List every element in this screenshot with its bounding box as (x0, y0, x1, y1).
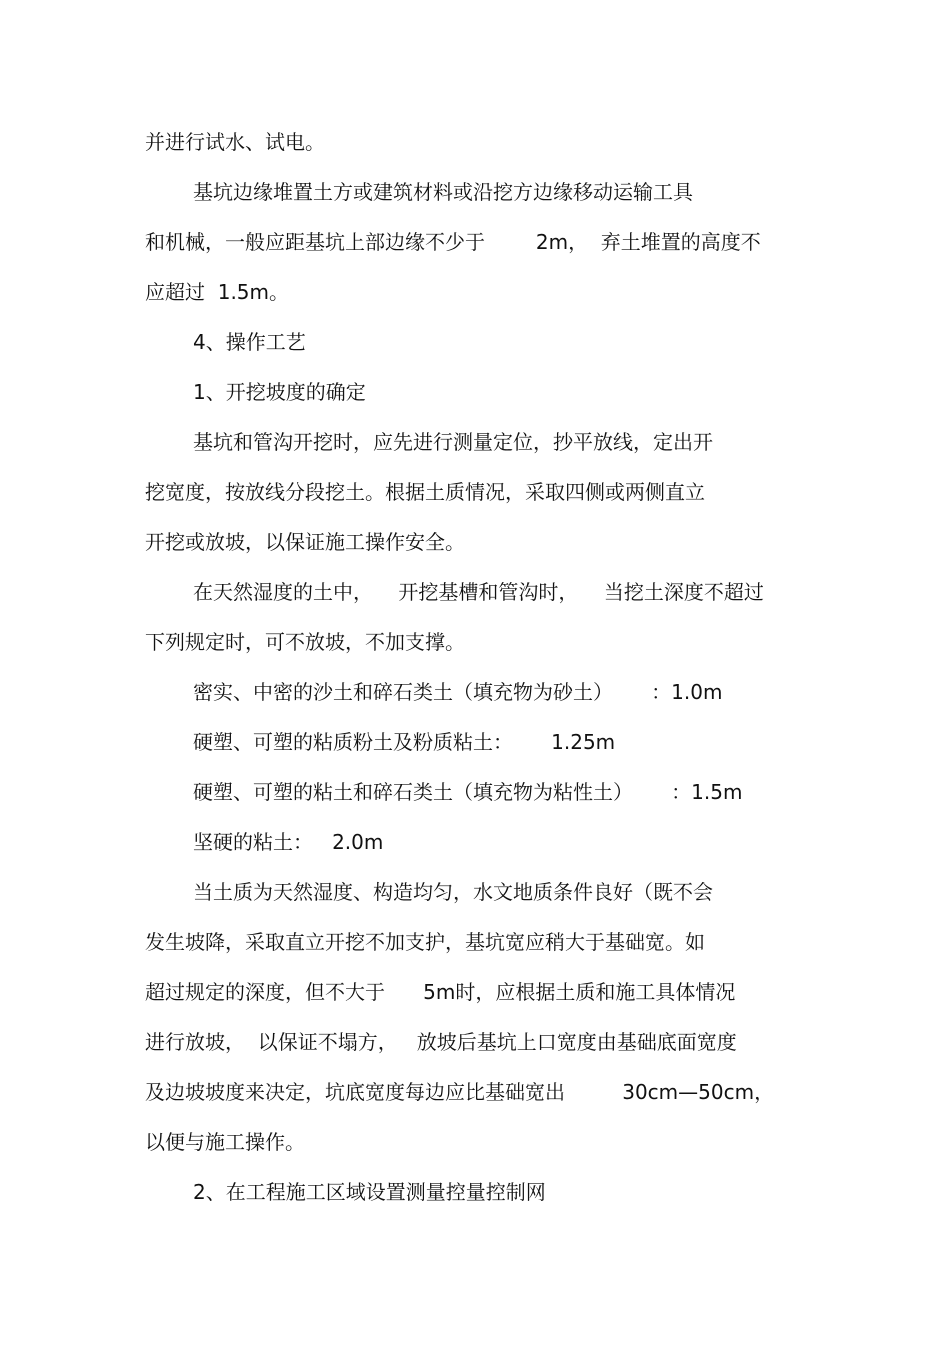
list-item: 硬塑、可塑的粘质粉土及粉质粘土： 1.25m (193, 730, 616, 754)
text-line: 超过规定的深度，但不大于 5m时，应根据土质和施工具体情况 (145, 980, 736, 1004)
text-line: 挖宽度，按放线分段挖土。根据土质情况，采取四侧或两侧直立 (145, 480, 705, 504)
text-line: 下列规定时，可不放坡，不加支撑。 (145, 630, 465, 654)
subsection-heading: 2、在工程施工区域设置测量控量控制网 (193, 1180, 546, 1204)
text-line: 以便与施工操作。 (145, 1130, 305, 1154)
text-line: 在天然湿度的土中， 开挖基槽和管沟时， 当挖土深度不超过 (193, 580, 764, 604)
text-line: 当土质为天然湿度、构造均匀，水文地质条件良好（既不会 (193, 880, 713, 904)
text-line: 并进行试水、试电。 (145, 130, 325, 154)
text-line: 基坑边缘堆置土方或建筑材料或沿挖方边缘移动运输工具 (193, 180, 693, 204)
text-line: 进行放坡， 以保证不塌方， 放坡后基坑上口宽度由基础底面宽度 (145, 1030, 737, 1054)
text-line: 和机械，一般应距基坑上部边缘不少于 2m， 弃土堆置的高度不 (145, 230, 761, 254)
list-item: 硬塑、可塑的粘土和碎石类土（填充物为粘性土） ：1.5m (193, 780, 743, 804)
text-line: 应超过 1.5m。 (145, 280, 290, 304)
text-line: 及边坡坡度来决定，坑底宽度每边应比基础宽出 30cm—50cm， (145, 1080, 775, 1104)
list-item: 密实、中密的沙土和碎石类土（填充物为砂土） ：1.0m (193, 680, 723, 704)
list-item: 坚硬的粘土： 2.0m (193, 830, 384, 854)
text-line: 基坑和管沟开挖时，应先进行测量定位，抄平放线，定出开 (193, 430, 713, 454)
text-line: 发生坡降，采取直立开挖不加支护，基坑宽应稍大于基础宽。如 (145, 930, 705, 954)
subsection-heading: 1、开挖坡度的确定 (193, 380, 366, 404)
section-heading: 4、操作工艺 (193, 330, 306, 354)
text-line: 开挖或放坡，以保证施工操作安全。 (145, 530, 465, 554)
